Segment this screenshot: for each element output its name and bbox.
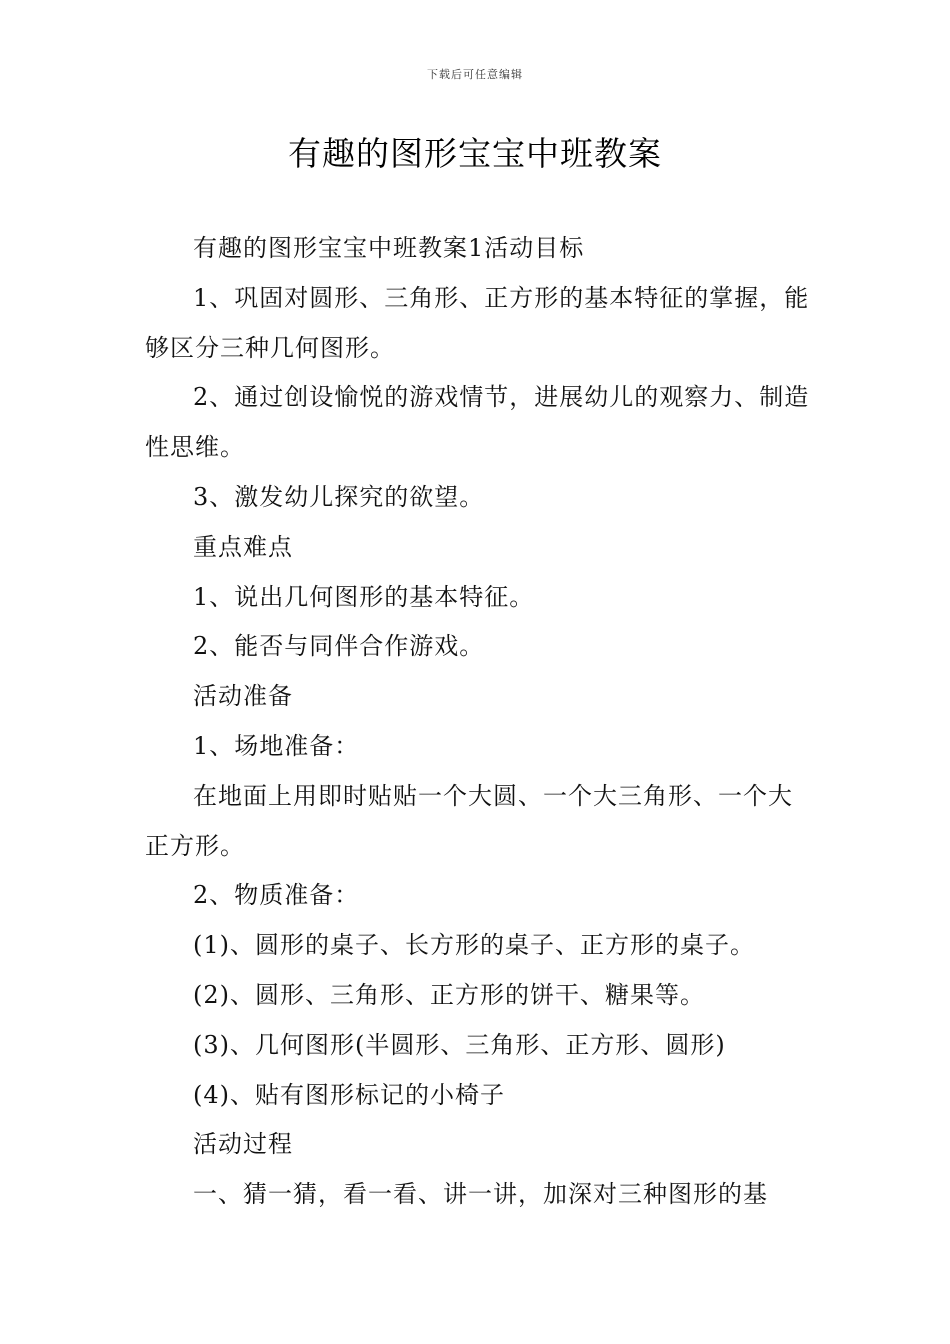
paragraph-heading-objectives: 有趣的图形宝宝中班教案1活动目标: [193, 234, 585, 262]
paragraph-process-1: 一、猜一猜，看一看、讲一讲，加深对三种图形的基: [193, 1180, 768, 1209]
paragraph-venue-prep: 1、场地准备：: [193, 731, 360, 760]
paragraph-objective-1: 1、巩固对圆形、三角形、正方形的基本特征的掌握，能够区分三种几何图形。: [145, 283, 810, 362]
paragraph-objective-2: 2、通过创设愉悦的游戏情节，进展幼儿的观察力、制造性思维。: [145, 383, 810, 462]
paragraph-material-3: (3)、几何图形(半圆形、三角形、正方形、圆形): [193, 1030, 726, 1059]
paragraph-venue-detail: 在地面上用即时贴贴一个大圆、一个大三角形、一个大正方形。: [145, 781, 793, 860]
paragraph-heading-key-points: 重点难点: [193, 532, 293, 561]
paragraph-heading-preparation: 活动准备: [193, 682, 293, 711]
paragraph-heading-process: 活动过程: [193, 1130, 293, 1159]
paragraph-material-2: (2)、圆形、三角形、正方形的饼干、糖果等。: [193, 980, 705, 1009]
paragraph-material-1: (1)、圆形的桌子、长方形的桌子、正方形的桌子。: [193, 931, 755, 960]
paragraph-material-prep: 2、物质准备：: [193, 881, 360, 910]
header-note: 下载后可任意编辑: [427, 68, 523, 81]
paragraph-key-point-1: 1、说出几何图形的基本特征。: [193, 582, 535, 611]
document-title: 有趣的图形宝宝中班教案: [288, 134, 662, 173]
paragraph-material-4: (4)、贴有图形标记的小椅子: [193, 1080, 505, 1109]
paragraph-key-point-2: 2、能否与同伴合作游戏。: [193, 632, 485, 661]
paragraph-objective-3: 3、激发幼儿探究的欲望。: [193, 482, 485, 511]
document-body: [145, 224, 810, 1220]
